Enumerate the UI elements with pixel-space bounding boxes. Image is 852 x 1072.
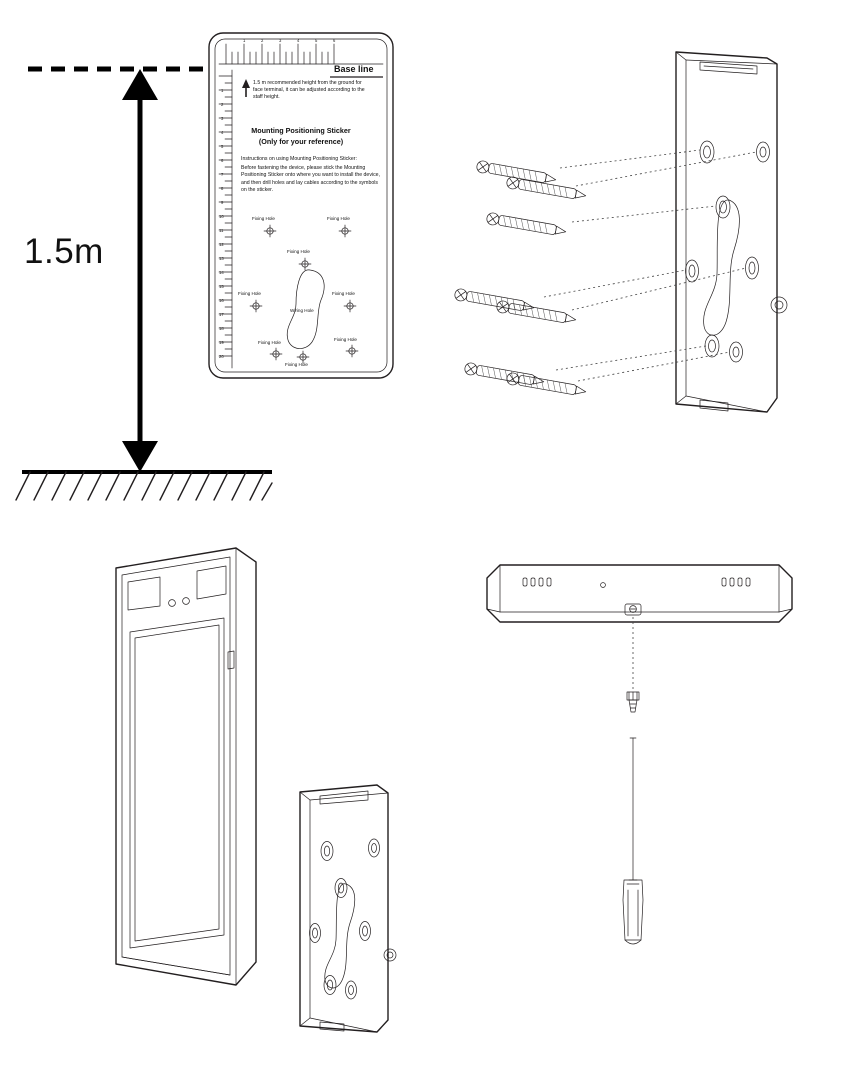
fixing-hole-label: Fixing Hole	[334, 337, 357, 342]
height-note-text: 1.5 m recommended height from the ground for face terminal, it can be adjusted according to the staff height.	[253, 80, 365, 101]
ruler-number: 11	[219, 228, 224, 233]
fixing-hole-label: Fixing Hole	[287, 249, 310, 254]
ruler-top-number: 3	[279, 38, 282, 43]
fixing-hole-label: Fixing Hole	[252, 216, 275, 221]
mounting-screw	[454, 288, 535, 314]
ruler-number: 7	[221, 172, 224, 177]
indicator-led	[228, 651, 234, 669]
wiring-hole-label: Wiring Hole	[290, 308, 314, 313]
ruler-number: 1	[221, 88, 224, 93]
base-line-label: Base line	[334, 64, 374, 74]
ruler-number: 16	[219, 298, 224, 303]
screwdriver	[623, 738, 643, 944]
ruler-number: 4	[221, 130, 224, 135]
wall-anchor	[476, 160, 557, 186]
bracket-screw-holes	[686, 141, 788, 362]
ruler-number: 6	[221, 158, 224, 163]
screws-and-anchors-group	[454, 150, 756, 398]
microphone-hole	[601, 583, 606, 588]
ruler-number: 5	[221, 144, 224, 149]
ruler-number: 15	[219, 284, 224, 289]
instructions-heading: Instructions on using Mounting Positioning Sticker:	[241, 156, 357, 162]
ruler-top-number: 2	[261, 38, 264, 43]
ruler-number: 13	[219, 256, 224, 261]
mounting-screw	[486, 212, 567, 238]
fixing-hole-label: Fixing Hole	[332, 291, 355, 296]
fixing-hole-label: Fixing Hole	[258, 340, 281, 345]
mounting-screw	[506, 176, 587, 202]
mounting-positioning-sticker	[209, 33, 393, 378]
mounting-screw	[506, 372, 587, 398]
ruler-number: 9	[221, 200, 224, 205]
face-recognition-terminal	[116, 548, 256, 985]
ruler-number: 14	[219, 270, 224, 275]
ruler-number: 20	[219, 354, 224, 359]
device-bottom-view	[487, 565, 792, 712]
ruler-number: 18	[219, 326, 224, 331]
captive-screw	[627, 692, 639, 712]
light-sensor	[183, 598, 190, 605]
ir-camera-left	[128, 577, 160, 610]
side-ruler-ticks	[219, 76, 232, 356]
mounting-bracket-top	[676, 52, 787, 412]
display-screen	[130, 618, 224, 948]
speaker-grille-right	[722, 578, 750, 586]
fixing-hole-label: Fixing Hole	[327, 216, 350, 221]
mounting-screw	[496, 300, 577, 326]
ruler-number: 10	[219, 214, 224, 219]
ruler-top-number: 5	[315, 38, 318, 43]
ruler-top-number: 4	[297, 38, 300, 43]
ruler-number: 2	[221, 102, 224, 107]
mounting-screw	[464, 362, 545, 388]
ir-camera-right	[197, 566, 226, 599]
camera-lens	[169, 600, 176, 607]
ruler-number: 12	[219, 242, 224, 247]
sticker-title-line2: (Only for your reference)	[258, 137, 344, 146]
instructions-body: Before fastening the device, please stick the Mounting Positioning Sticker onto where you want to install the device, and then drill holes and lay cables according to the symbols on the sticker.	[241, 165, 380, 193]
ground-hatching	[16, 472, 272, 500]
height-dimension-label: 1.5m	[24, 232, 104, 271]
fixing-hole-label: Fixing Hole	[285, 362, 308, 367]
ruler-top-number: 1	[243, 38, 246, 43]
arrow-head-down	[122, 441, 158, 472]
ruler-top-number: 6	[333, 38, 336, 43]
ruler-number: 19	[219, 340, 224, 345]
ruler-number: 17	[219, 312, 224, 317]
ruler-number: 3	[221, 116, 224, 121]
bracket-bottom-holes	[310, 839, 397, 999]
mounting-bracket-bottom	[300, 785, 396, 1032]
fixing-hole-label: Fixing Hole	[238, 291, 261, 296]
sticker-title-line1: Mounting Positioning Sticker	[251, 126, 351, 135]
speaker-grille-left	[523, 578, 551, 586]
arrow-head-up	[122, 69, 158, 100]
ruler-number: 8	[221, 186, 224, 191]
